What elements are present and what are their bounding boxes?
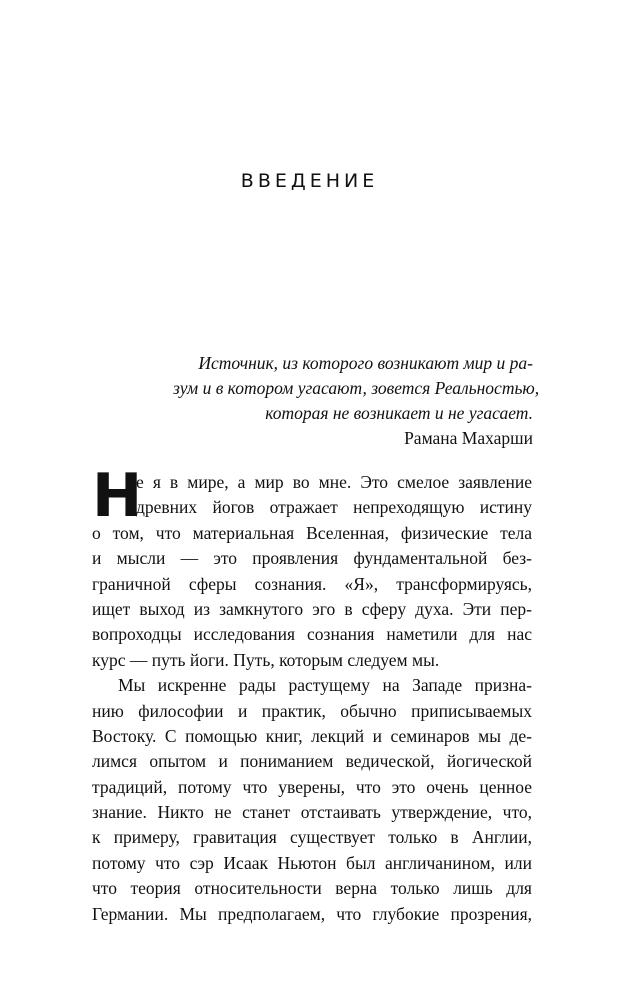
drop-cap: Н [92,461,143,531]
text-line: потому что сэр Исаак Ньютон был англичанином, или [92,852,532,873]
text-line: граничной сферы сознания. «Я», трансформируясь, [92,573,532,594]
text-line: нию философии и практик, обычно приписываемых [92,700,532,721]
text-line: ищет выход из замкнутого эго в сферу духа. Эти пер- [92,598,532,619]
text-line: о том, что материальная Вселенная, физические тела [92,522,532,543]
text-line: е я в мире, а мир во мне. Это смелое заявление [136,472,532,492]
epigraph-line: которая не возникает и не угасает. [265,403,533,423]
text-line: Мы искренне рады растущему на Западе призна- [118,675,532,696]
text-line: Германии. Мы предполагаем, что глубокие прозрения, [92,903,532,924]
text-line: к примеру, гравитация существует только в Англии, [92,827,532,848]
text-line: знание. Никто не станет отстаивать утверждение, что, [92,802,532,823]
text-line: лимся опытом и пониманием ведической, йогической [92,751,532,772]
text-line: курс — путь йоги. Путь, которым следуем мы. [92,649,440,670]
epigraph-line: зум и в котором угасают, зовется Реальностью, [173,378,540,398]
text-line: традиций, потому что уверены, что это очень ценное [92,776,532,797]
text-line: и мысли — это проявления фундаментальной без- [92,548,532,569]
body-text [92,461,532,927]
epigraph-line: Источник, из которого возникают мир и ра- [198,353,533,373]
text-line: что теория относительности верна только лишь для [92,878,532,899]
epigraph-author: Рамана Махарши [404,428,533,448]
text-line: Востоку. С помощью книг, лекций и семинаров мы де- [92,725,532,746]
text-line: древних йогов отражает непреходящую истину [136,497,532,518]
epigraph [173,351,540,451]
text-line: вопроходцы исследования сознания наметили для нас [92,624,532,645]
chapter-title: ВВЕДЕНИЕ [240,170,379,192]
